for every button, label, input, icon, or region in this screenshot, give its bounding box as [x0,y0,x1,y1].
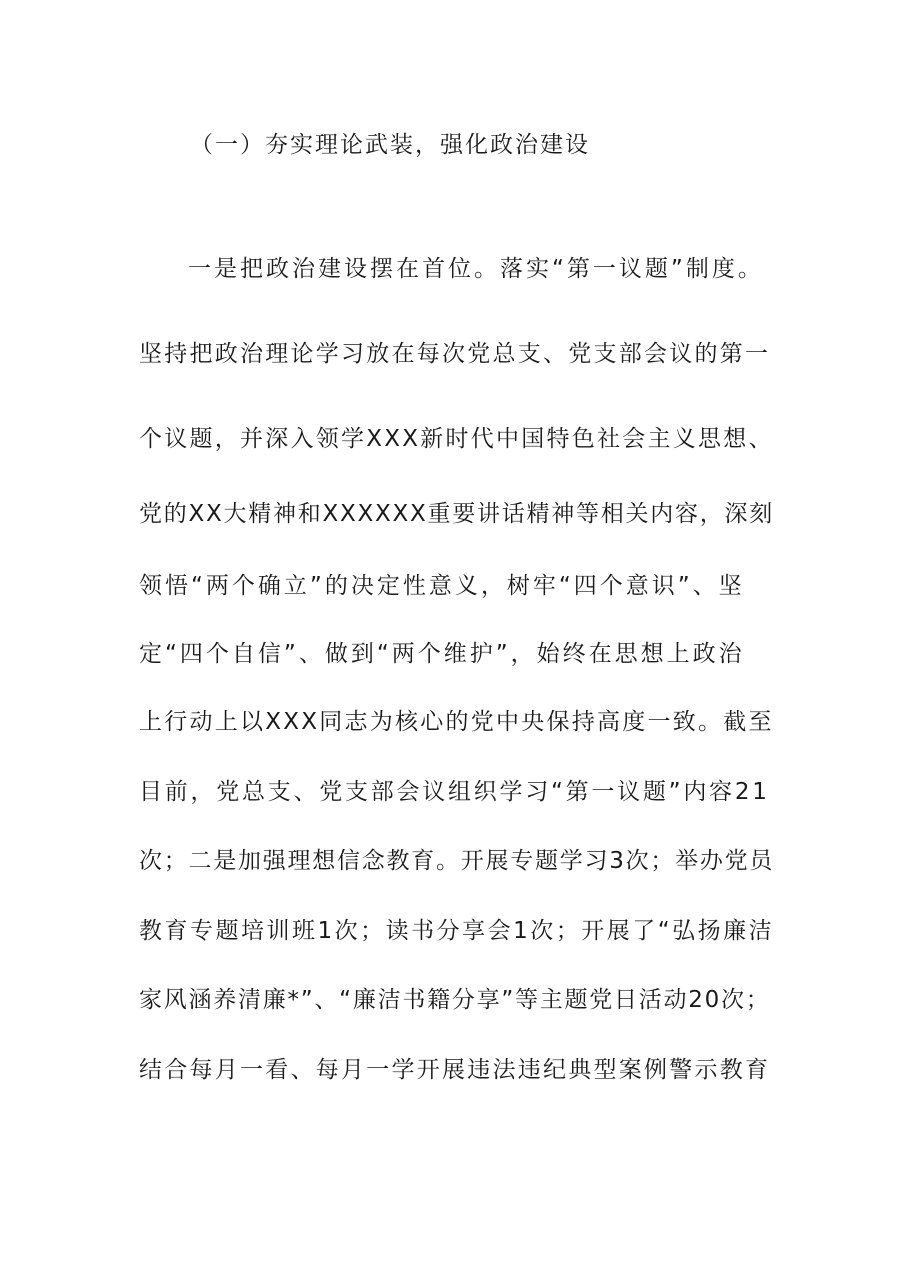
paragraph-line: 个议题，并深入领学XXX新时代中国特色社会主义思想、 [139,426,774,452]
paragraph-line: 上行动上以XXX同志为核心的党中央保持高度一致。截至 [139,709,774,735]
paragraph-line: 目前，党总支、党支部会议组织学习“第一议题”内容21 [139,779,770,805]
paragraph-line: 教育专题培训班1次；读书分享会1次；开展了“弘扬廉洁 [139,918,775,944]
section-heading: （一）夯实理论武装，强化政治建设 [190,132,590,158]
paragraph-line: 家风涵养清廉*”、“廉洁书籍分享”等主题党日活动20次； [139,987,771,1013]
paragraph-line: 一是把政治建设摆在首位。落实“第一议题”制度。 [188,256,764,282]
paragraph-line: 次；二是加强理想信念教育。开展专题学习3次；举办党员 [139,848,775,874]
paragraph-line: 定“四个自信”、做到“两个维护”，始终在思想上政治 [139,641,745,667]
paragraph-line: 坚持把政治理论学习放在每次党总支、党支部会议的第一 [139,341,771,367]
paragraph-line: 党的XX大精神和XXXXXX重要讲话精神等相关内容，深刻 [139,501,775,527]
paragraph-line: 领悟“两个确立”的决定性意义，树牢“四个意识”、坚 [139,573,745,599]
paragraph-line: 结合每月一看、每月一学开展违法违纪典型案例警示教育 [139,1057,771,1083]
